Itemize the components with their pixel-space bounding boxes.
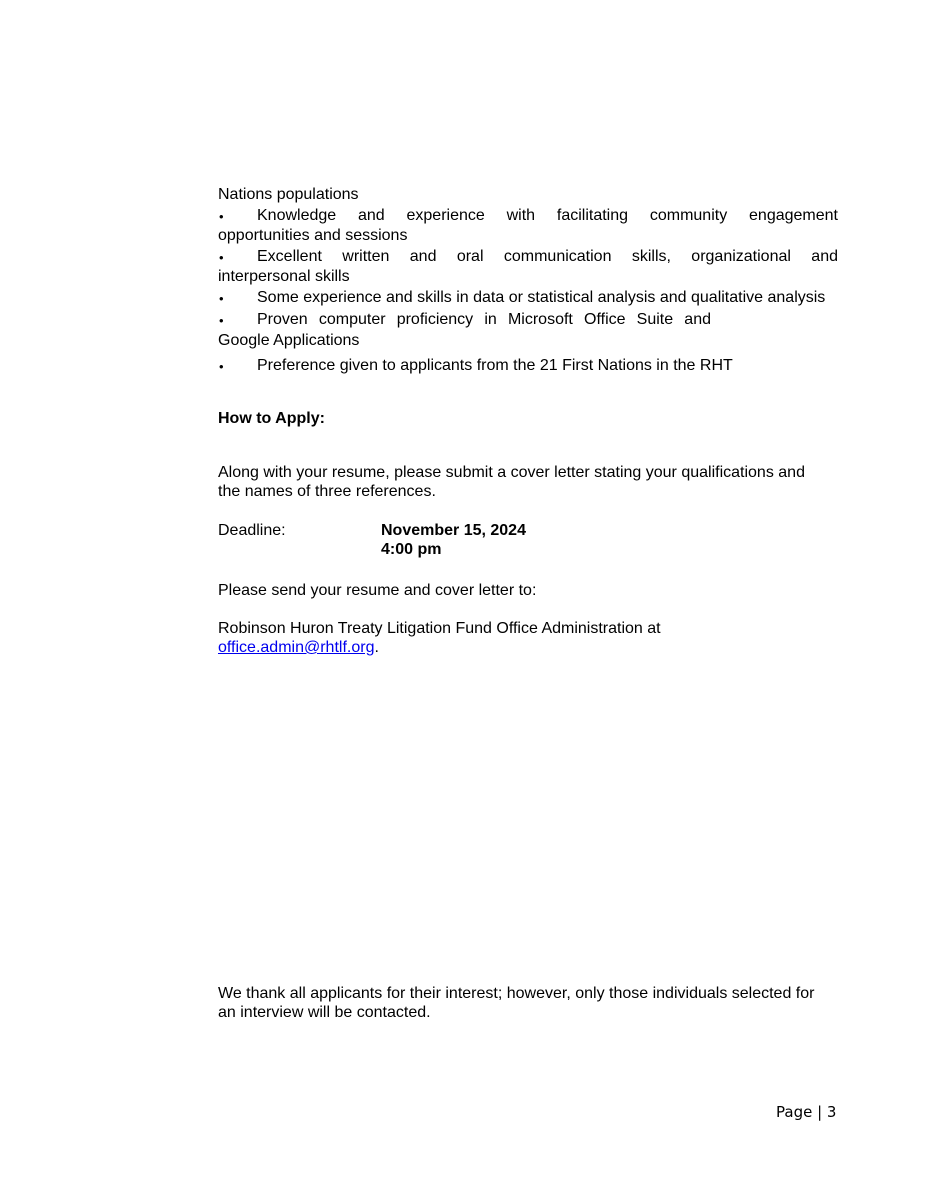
deadline-label: Deadline: [218, 522, 286, 539]
bullet-4-line-1: Proven computer proficiency in Microsoft Office Suite and [257, 311, 711, 328]
bullet-4-line-2: Google Applications [218, 332, 360, 349]
bullet-icon: • [219, 359, 224, 374]
bullet-icon: • [219, 313, 224, 328]
email-link[interactable]: office.admin@rhtlf.org [218, 639, 375, 656]
email-suffix: . [374, 639, 379, 656]
page-number: Page | 3 [776, 1103, 837, 1121]
deadline-time: 4:00 pm [381, 541, 442, 558]
bullet-5-line-1: Preference given to applicants from the 21 First Nations in the RHT [257, 357, 733, 374]
apply-paragraph-line-2: the names of three references. [218, 483, 436, 500]
send-instruction: Please send your resume and cover letter to: [218, 582, 537, 599]
how-to-apply-heading: How to Apply: [218, 410, 325, 427]
bullet-2-line-1: Excellent written and oral communication skills, organizational and [257, 248, 838, 265]
bullet-icon: • [219, 250, 224, 265]
bullet-1-line-1: Knowledge and experience with facilitating community engagement [257, 207, 838, 224]
contact-email-line [218, 638, 379, 657]
deadline-date: November 15, 2024 [381, 522, 526, 539]
bullet-icon: • [219, 291, 224, 306]
bullet-1-line-2: opportunities and sessions [218, 227, 408, 244]
bullet-icon: • [219, 209, 224, 224]
bullet-2-line-2: interpersonal skills [218, 268, 350, 285]
bullet-3-line-1: Some experience and skills in data or statistical analysis and qualitative analysis [257, 289, 826, 306]
closing-line-2: an interview will be contacted. [218, 1004, 431, 1021]
continuation-text: Nations populations [218, 186, 359, 203]
closing-line-1: We thank all applicants for their interest; however, only those individuals selected for [218, 985, 815, 1002]
apply-paragraph-line-1: Along with your resume, please submit a cover letter stating your qualifications and [218, 464, 805, 481]
contact-line: Robinson Huron Treaty Litigation Fund Office Administration at [218, 620, 661, 637]
